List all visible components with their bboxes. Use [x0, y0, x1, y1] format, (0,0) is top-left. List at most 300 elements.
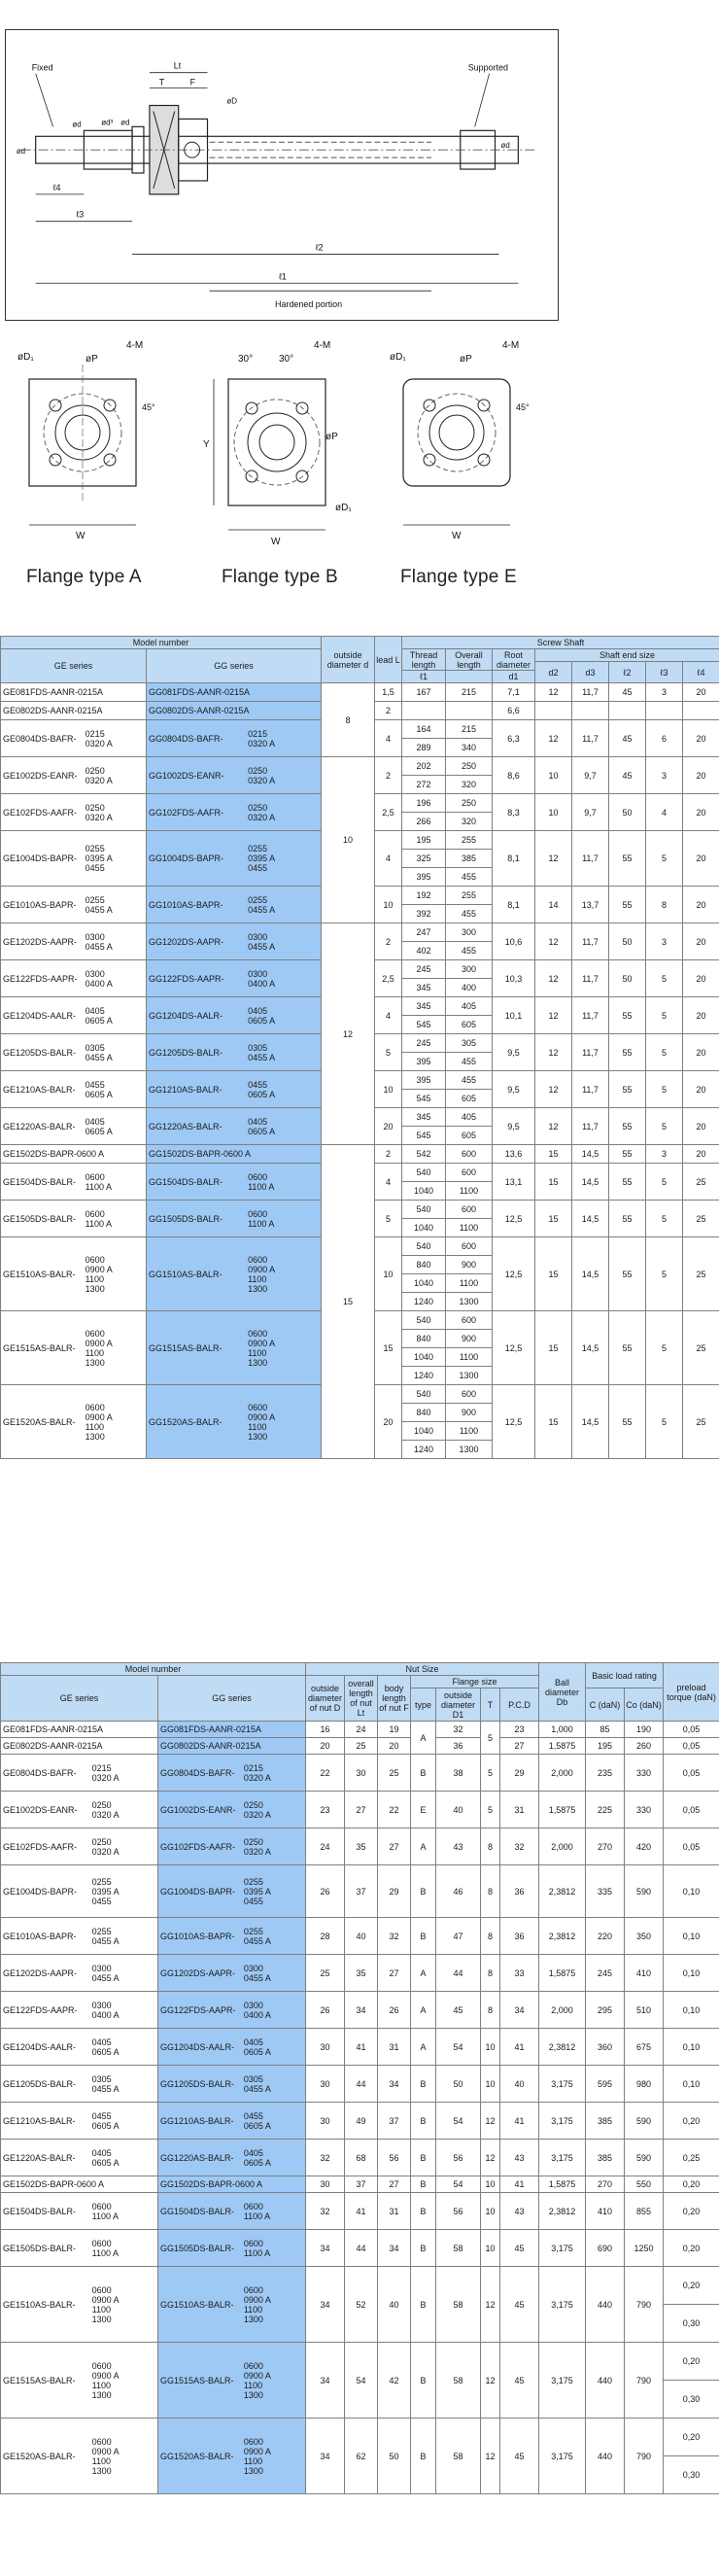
preload-cell: 0,05	[664, 1755, 719, 1792]
flange-a-p-label: øP	[86, 354, 98, 365]
thread-length-cell: 345	[402, 997, 446, 1016]
d1-label: ød	[72, 120, 82, 129]
overall-length-cell: 605	[446, 1127, 493, 1145]
l3-cell: 5	[646, 1237, 683, 1311]
l2-cell: 50	[609, 794, 646, 831]
flange-od-cell: 40	[436, 1792, 481, 1828]
root-diameter-cell: 13,1	[493, 1164, 535, 1201]
model-suffix: 0300 0400 A	[243, 2000, 271, 2020]
thread-length-cell: 840	[402, 1404, 446, 1422]
model-suffix: 0250 0320 A	[248, 765, 276, 785]
gg-model-cell	[158, 2230, 306, 2267]
model-name: GG122FDS-AAPR-	[160, 2004, 236, 2015]
root-diameter-cell: 13,6	[493, 1145, 535, 1164]
nut-outside-diameter-cell: 22	[306, 1755, 345, 1792]
overall-length-cell: 1300	[446, 1367, 493, 1385]
model-name: GG1504DS-BALR-	[160, 2206, 235, 2216]
table-row	[1, 1792, 719, 1828]
gg-model-cell	[147, 1108, 322, 1145]
model-suffix: 0255 0455 A	[85, 894, 113, 915]
header-thread-length: Thread length	[402, 649, 446, 671]
load-co-cell: 410	[625, 1955, 664, 1992]
l2-cell: 55	[609, 1108, 646, 1145]
lead-cell: 2,5	[375, 960, 402, 997]
model-suffix: 0600 1100 A	[248, 1171, 275, 1192]
l3-cell: 3	[646, 1145, 683, 1164]
overall-length-cell: 340	[446, 739, 493, 757]
model-suffix: 0405 0605 A	[91, 2036, 120, 2057]
load-c-cell: 225	[586, 1792, 625, 1828]
table-row	[1, 1828, 719, 1865]
l3-cell: 6	[646, 720, 683, 757]
flange-type-e-drawing	[374, 331, 554, 554]
nut-outside-diameter-cell: 30	[306, 2029, 345, 2066]
pcd-cell: 36	[500, 1865, 539, 1918]
gg-model-cell	[158, 1992, 306, 2029]
load-c-cell: 220	[586, 1918, 625, 1955]
root-diameter-cell: 9,5	[493, 1071, 535, 1108]
model-suffix: 0455 0605 A	[85, 1079, 113, 1099]
model-name: GG122FDS-AAPR-	[149, 973, 224, 984]
overall-length-cell: 1300	[446, 1441, 493, 1459]
lead-cell: 10	[375, 1071, 402, 1108]
lead-cell: 4	[375, 1164, 402, 1201]
nut-body-length-cell: 42	[378, 2343, 411, 2419]
flange-b-angle-right-label: 30°	[279, 354, 294, 365]
nut-overall-length-cell: 35	[345, 1828, 378, 1865]
header-gg-series: GG series	[147, 649, 322, 683]
header-l1: ℓ1	[402, 671, 446, 683]
preload-cell: 0,20	[664, 2176, 719, 2193]
d3-cell: 9,7	[572, 757, 609, 794]
overall-length-cell: 605	[446, 1090, 493, 1108]
model-name: GG1220AS-BALR-	[149, 1121, 223, 1131]
ge-model-cell	[1, 960, 147, 997]
l2-cell: 55	[609, 1164, 646, 1201]
model-suffix: 0600 0900 A 1100 1300	[85, 1328, 113, 1368]
header-pcd: P.C.D	[500, 1688, 539, 1722]
nut-body-length-cell: 27	[378, 1955, 411, 1992]
nut-overall-length-cell: 49	[345, 2103, 378, 2140]
model-suffix: 0600 1100 A	[243, 2201, 271, 2221]
thread-length-cell: 840	[402, 1256, 446, 1274]
model-name: GG1004DS-BAPR-	[160, 1886, 236, 1897]
header-ball-diameter: Ball diameter Db	[539, 1663, 586, 1722]
header-preload: preload torque (daN)	[664, 1663, 719, 1722]
model-suffix: 0405 0605 A	[91, 2147, 120, 2168]
preload-cell: 0,25	[664, 2140, 719, 2176]
preload-cell: 0,10	[664, 2029, 719, 2066]
l3-cell: 5	[646, 1311, 683, 1385]
outer-d-label: øD	[226, 96, 237, 106]
flange-type-cell: B	[411, 1755, 436, 1792]
flange-od-cell: 56	[436, 2140, 481, 2176]
gg-model-cell	[158, 2343, 306, 2419]
model-suffix: 0405 0605 A	[85, 1116, 113, 1136]
ge-model-cell	[1, 2267, 158, 2343]
nut-outside-diameter-cell: 26	[306, 1865, 345, 1918]
table-row	[1, 1865, 719, 1918]
header-outside-diameter: outside diameter d	[322, 637, 375, 683]
outside-diameter-cell: 12	[322, 923, 375, 1145]
ge-model-cell	[1, 831, 147, 887]
nut-overall-length-cell: 44	[345, 2230, 378, 2267]
model-name: GG1210AS-BALR-	[149, 1084, 223, 1095]
gg-model-cell	[147, 794, 322, 831]
ge-model-cell: GE081FDS-AANR-0215A	[1, 683, 147, 702]
load-c-cell: 335	[586, 1865, 625, 1918]
flange-od-cell: 32	[436, 1722, 481, 1738]
overall-length-cell: 300	[446, 960, 493, 979]
header-basic-load: Basic load rating	[586, 1663, 664, 1688]
root-diameter-cell: 6,3	[493, 720, 535, 757]
model-suffix: 0600 1100 A	[85, 1208, 113, 1229]
l4-cell: 20	[683, 1145, 719, 1164]
thread-length-cell: 395	[402, 868, 446, 887]
header-row	[1, 1663, 719, 1676]
header-type: type	[411, 1688, 436, 1722]
table-row	[1, 2103, 719, 2140]
overall-length-cell: 405	[446, 1108, 493, 1127]
model-suffix: 0300 0400 A	[85, 968, 113, 989]
l2-cell	[609, 702, 646, 720]
preload-cell: 0,05	[664, 1722, 719, 1738]
nut-overall-length-cell: 62	[345, 2419, 378, 2494]
ball-diameter-cell: 3,175	[539, 2140, 586, 2176]
flange-type-cell: B	[411, 1865, 436, 1918]
lead-cell: 2	[375, 702, 402, 720]
d2-cell	[535, 702, 572, 720]
root-diameter-cell: 12,5	[493, 1311, 535, 1385]
table-row	[1, 2343, 719, 2381]
table-row	[1, 2419, 719, 2456]
ball-diameter-cell: 2,3812	[539, 2029, 586, 2066]
load-co-cell: 675	[625, 2029, 664, 2066]
pcd-cell: 27	[500, 1738, 539, 1755]
header-l3: ℓ3	[646, 662, 683, 683]
flange-t-cell: 5	[481, 1755, 500, 1792]
overall-length-cell: 600	[446, 1237, 493, 1256]
nut-outside-diameter-cell: 32	[306, 2140, 345, 2176]
d3-cell	[572, 702, 609, 720]
gg-model-cell	[158, 2193, 306, 2230]
gg-model-cell	[147, 1201, 322, 1237]
model-name: GG0804DS-BAFR-	[149, 733, 223, 744]
model-name: GG1505DS-BALR-	[149, 1213, 223, 1224]
header-model-number: Model number	[1, 1663, 306, 1676]
preload-cell: 0,20	[664, 2103, 719, 2140]
ge-model-cell	[1, 1034, 147, 1071]
outside-diameter-cell: 8	[322, 683, 375, 757]
flange-type-cell: B	[411, 2193, 436, 2230]
nut-outside-diameter-cell: 34	[306, 2230, 345, 2267]
model-name: GG1520AS-BALR-	[149, 1416, 223, 1427]
thread-length-cell: 542	[402, 1145, 446, 1164]
model-suffix: 0600 0900 A 1100 1300	[248, 1254, 276, 1294]
l3-cell: 3	[646, 683, 683, 702]
nut-overall-length-cell: 27	[345, 1792, 378, 1828]
model-suffix: 0600 0900 A 1100 1300	[85, 1402, 113, 1442]
model-suffix: 0255 0395 A 0455	[243, 1876, 271, 1906]
table-row	[1, 1918, 719, 1955]
nut-body-length-cell: 29	[378, 1865, 411, 1918]
model-suffix: 0600 0900 A 1100 1300	[248, 1328, 276, 1368]
ball-diameter-cell: 2,000	[539, 1828, 586, 1865]
model-suffix: 0300 0455 A	[91, 1963, 120, 1983]
model-suffix: 0600 0900 A 1100 1300	[85, 1254, 113, 1294]
ge-model-cell	[1, 1955, 158, 1992]
ge-model-cell	[1, 2419, 158, 2494]
ge-model-cell	[1, 2140, 158, 2176]
lead-cell: 2	[375, 923, 402, 960]
nut-overall-length-cell: 37	[345, 2176, 378, 2193]
nut-size-table	[0, 1662, 719, 2494]
pcd-cell: 41	[500, 2176, 539, 2193]
flange-b-p-label: øP	[325, 432, 338, 442]
ge-model-cell	[1, 1311, 147, 1385]
load-co-cell: 1250	[625, 2230, 664, 2267]
ge-model-cell	[1, 1792, 158, 1828]
ball-diameter-cell: 3,175	[539, 2230, 586, 2267]
overall-length-cell: 1100	[446, 1274, 493, 1293]
d3-cell: 11,7	[572, 997, 609, 1034]
nut-overall-length-cell: 24	[345, 1722, 378, 1738]
l4-cell: 20	[683, 1108, 719, 1145]
d2-cell: 12	[535, 1071, 572, 1108]
l4-cell: 20	[683, 794, 719, 831]
model-suffix: 0600 0900 A 1100 1300	[243, 2360, 271, 2400]
ge-model-cell	[1, 1918, 158, 1955]
nut-overall-length-cell: 34	[345, 1992, 378, 2029]
overall-length-cell: 605	[446, 1016, 493, 1034]
nut-outside-diameter-cell: 28	[306, 1918, 345, 1955]
overall-length-cell: 1300	[446, 1293, 493, 1311]
model-name: GG1220AS-BALR-	[160, 2152, 234, 2163]
model-suffix: 0255 0455 A	[91, 1926, 120, 1946]
nut-body-length-cell: 25	[378, 1755, 411, 1792]
flange-od-cell: 45	[436, 1992, 481, 2029]
model-suffix: 0215 0320 A	[248, 728, 276, 748]
l3-cell: 5	[646, 831, 683, 887]
overall-length-cell: 600	[446, 1164, 493, 1182]
root-diameter-cell: 8,3	[493, 794, 535, 831]
table-row	[1, 2193, 719, 2230]
load-co-cell: 790	[625, 2343, 664, 2419]
overall-length-cell: 250	[446, 794, 493, 813]
model-name: GG102FDS-AAFR-	[160, 1841, 236, 1852]
table-row	[1, 1145, 719, 1164]
flange-e-angle-label: 45°	[516, 402, 530, 412]
preload-cell: 0,05	[664, 1792, 719, 1828]
l4-label: ℓ4	[52, 182, 61, 192]
thread-length-cell: 540	[402, 1164, 446, 1182]
load-co-cell: 190	[625, 1722, 664, 1738]
ball-diameter-cell: 3,175	[539, 2419, 586, 2494]
l3-cell: 5	[646, 1071, 683, 1108]
model-suffix: 0300 0455 A	[243, 1963, 271, 1983]
d2-cell: 10	[535, 794, 572, 831]
l3-cell: 5	[646, 1164, 683, 1201]
header-outside-diameter: outside diameter of nut D	[306, 1676, 345, 1722]
model-name: GG1202DS-AAPR-	[149, 936, 224, 947]
gg-model-cell	[147, 757, 322, 794]
outside-diameter-cell: 10	[322, 757, 375, 923]
pcd-cell: 23	[500, 1722, 539, 1738]
model-name: GE1520AS-BALR-	[3, 2451, 76, 2461]
thread-length-cell: 247	[402, 923, 446, 942]
pcd-cell: 45	[500, 2230, 539, 2267]
l4-cell: 20	[683, 683, 719, 702]
d3-cell: 9,7	[572, 794, 609, 831]
flange-od-cell: 56	[436, 2193, 481, 2230]
model-name: GE1204DS-AALR-	[3, 2041, 77, 2052]
nut-outside-diameter-cell: 30	[306, 2103, 345, 2140]
root-diameter-cell: 10,3	[493, 960, 535, 997]
load-co-cell: 260	[625, 1738, 664, 1755]
d3-cell: 11,7	[572, 1108, 609, 1145]
ge-model-cell	[1, 1201, 147, 1237]
l4-cell: 20	[683, 720, 719, 757]
l3-cell: 5	[646, 997, 683, 1034]
flange-e-p-label: øP	[460, 354, 472, 365]
root-diameter-cell: 10,6	[493, 923, 535, 960]
header-d2: d2	[535, 662, 572, 683]
ge-model-cell	[1, 2193, 158, 2230]
pcd-cell: 31	[500, 1792, 539, 1828]
ball-diameter-cell: 1,5875	[539, 2176, 586, 2193]
flange-t-cell: 8	[481, 1992, 500, 2029]
l2-cell: 55	[609, 1311, 646, 1385]
lead-cell: 4	[375, 997, 402, 1034]
load-co-cell: 980	[625, 2066, 664, 2103]
flange-t-cell: 10	[481, 2029, 500, 2066]
model-name: GG1002DS-EANR-	[149, 770, 224, 781]
nut-overall-length-cell: 54	[345, 2343, 378, 2419]
ge-model-cell: GE1502DS-BAPR-0600 A	[1, 1145, 147, 1164]
thread-length-cell: 195	[402, 831, 446, 850]
ge-model-cell	[1, 794, 147, 831]
model-name: GG1520AS-BALR-	[160, 2451, 234, 2461]
load-co-cell: 330	[625, 1755, 664, 1792]
flange-od-cell: 44	[436, 1955, 481, 1992]
d2-cell: 12	[535, 960, 572, 997]
l2-cell: 55	[609, 831, 646, 887]
l2-cell: 55	[609, 997, 646, 1034]
thread-length-cell: 395	[402, 1071, 446, 1090]
l4-cell: 25	[683, 1237, 719, 1311]
pcd-cell: 45	[500, 2343, 539, 2419]
model-suffix: 0405 0605 A	[85, 1005, 113, 1026]
nut-outside-diameter-cell: 32	[306, 2193, 345, 2230]
flange-t-cell: 10	[481, 2066, 500, 2103]
flange-a-m-label: 4-M	[126, 340, 144, 351]
thread-length-cell: 1040	[402, 1422, 446, 1441]
model-name: GE1002DS-EANR-	[3, 770, 78, 781]
model-suffix: 0250 0320 A	[243, 1836, 271, 1857]
model-name: GE122FDS-AAPR-	[3, 2004, 78, 2015]
flange-od-cell: 46	[436, 1865, 481, 1918]
d3-cell: 11,7	[572, 831, 609, 887]
model-suffix: 0600 0900 A 1100 1300	[91, 2284, 120, 2324]
model-suffix: 0255 0395 A 0455	[248, 844, 276, 873]
flange-type-cell: B	[411, 2419, 436, 2494]
model-suffix: 0405 0605 A	[248, 1005, 276, 1026]
header-d1: d1	[493, 671, 535, 683]
gg-model-cell	[158, 2029, 306, 2066]
ge-model-cell	[1, 2343, 158, 2419]
model-suffix: 0250 0320 A	[91, 1799, 120, 1820]
model-suffix: 0600 0900 A 1100 1300	[91, 2360, 120, 2400]
gg-model-cell: GG1502DS-BAPR-0600 A	[158, 2176, 306, 2193]
root-diameter-cell: 10,1	[493, 997, 535, 1034]
pcd-cell: 32	[500, 1828, 539, 1865]
l2-cell: 55	[609, 1237, 646, 1311]
nut-outside-diameter-cell: 24	[306, 1828, 345, 1865]
load-c-cell: 270	[586, 1828, 625, 1865]
model-name: GG0804DS-BAFR-	[160, 1767, 235, 1778]
header-gg-series: GG series	[158, 1676, 306, 1722]
header-flange-od: outside diameter D1	[436, 1688, 481, 1722]
thread-length-cell: 266	[402, 813, 446, 831]
d3-cell: 14,5	[572, 1237, 609, 1311]
load-co-cell: 550	[625, 2176, 664, 2193]
flange-type-cell: B	[411, 2176, 436, 2193]
nut-body-length-cell: 34	[378, 2066, 411, 2103]
load-c-cell: 595	[586, 2066, 625, 2103]
nut-outside-diameter-cell: 34	[306, 2267, 345, 2343]
thread-length-cell: 245	[402, 1034, 446, 1053]
l4-cell: 25	[683, 1385, 719, 1459]
flange-type-cell: A	[411, 1992, 436, 2029]
model-name: GE1010AS-BAPR-	[3, 1931, 77, 1941]
d3-cell: 11,7	[572, 683, 609, 702]
overall-length-cell: 300	[446, 923, 493, 942]
header-overall-length: overall length of nut Lt	[345, 1676, 378, 1722]
nut-outside-diameter-cell: 34	[306, 2419, 345, 2494]
d2-cell: 12	[535, 1034, 572, 1071]
d3-cell: 11,7	[572, 720, 609, 757]
ball-diameter-cell: 2,3812	[539, 1918, 586, 1955]
lead-cell: 5	[375, 1201, 402, 1237]
flange-a-w-label: W	[76, 531, 86, 541]
model-suffix: 0300 0455 A	[85, 931, 113, 952]
header-lead: lead L	[375, 637, 402, 683]
gg-model-cell	[147, 923, 322, 960]
model-name: GE1205DS-BALR-	[3, 2078, 77, 2089]
pcd-cell: 41	[500, 2029, 539, 2066]
ge-model-cell	[1, 1237, 147, 1311]
thread-length-cell: 345	[402, 1108, 446, 1127]
flange-od-cell: 43	[436, 1828, 481, 1865]
table-row	[1, 923, 719, 942]
flange-type-cell: A	[411, 1828, 436, 1865]
d3-cell: 11,7	[572, 960, 609, 997]
nut-overall-length-cell: 35	[345, 1955, 378, 1992]
thread-length-cell: 1240	[402, 1293, 446, 1311]
model-name: GE1504DS-BALR-	[3, 2206, 77, 2216]
overall-length-cell: 255	[446, 887, 493, 905]
pcd-cell: 36	[500, 1918, 539, 1955]
gg-model-cell	[158, 2419, 306, 2494]
ge-model-cell: GE0802DS-AANR-0215A	[1, 702, 147, 720]
gg-model-cell	[158, 1865, 306, 1918]
flange-t-cell: 8	[481, 1955, 500, 1992]
flange-t-cell: 10	[481, 2230, 500, 2267]
l2-cell: 55	[609, 1201, 646, 1237]
ge-model-cell	[1, 923, 147, 960]
thread-length-cell: 325	[402, 850, 446, 868]
nut-outside-diameter-cell: 30	[306, 2066, 345, 2103]
